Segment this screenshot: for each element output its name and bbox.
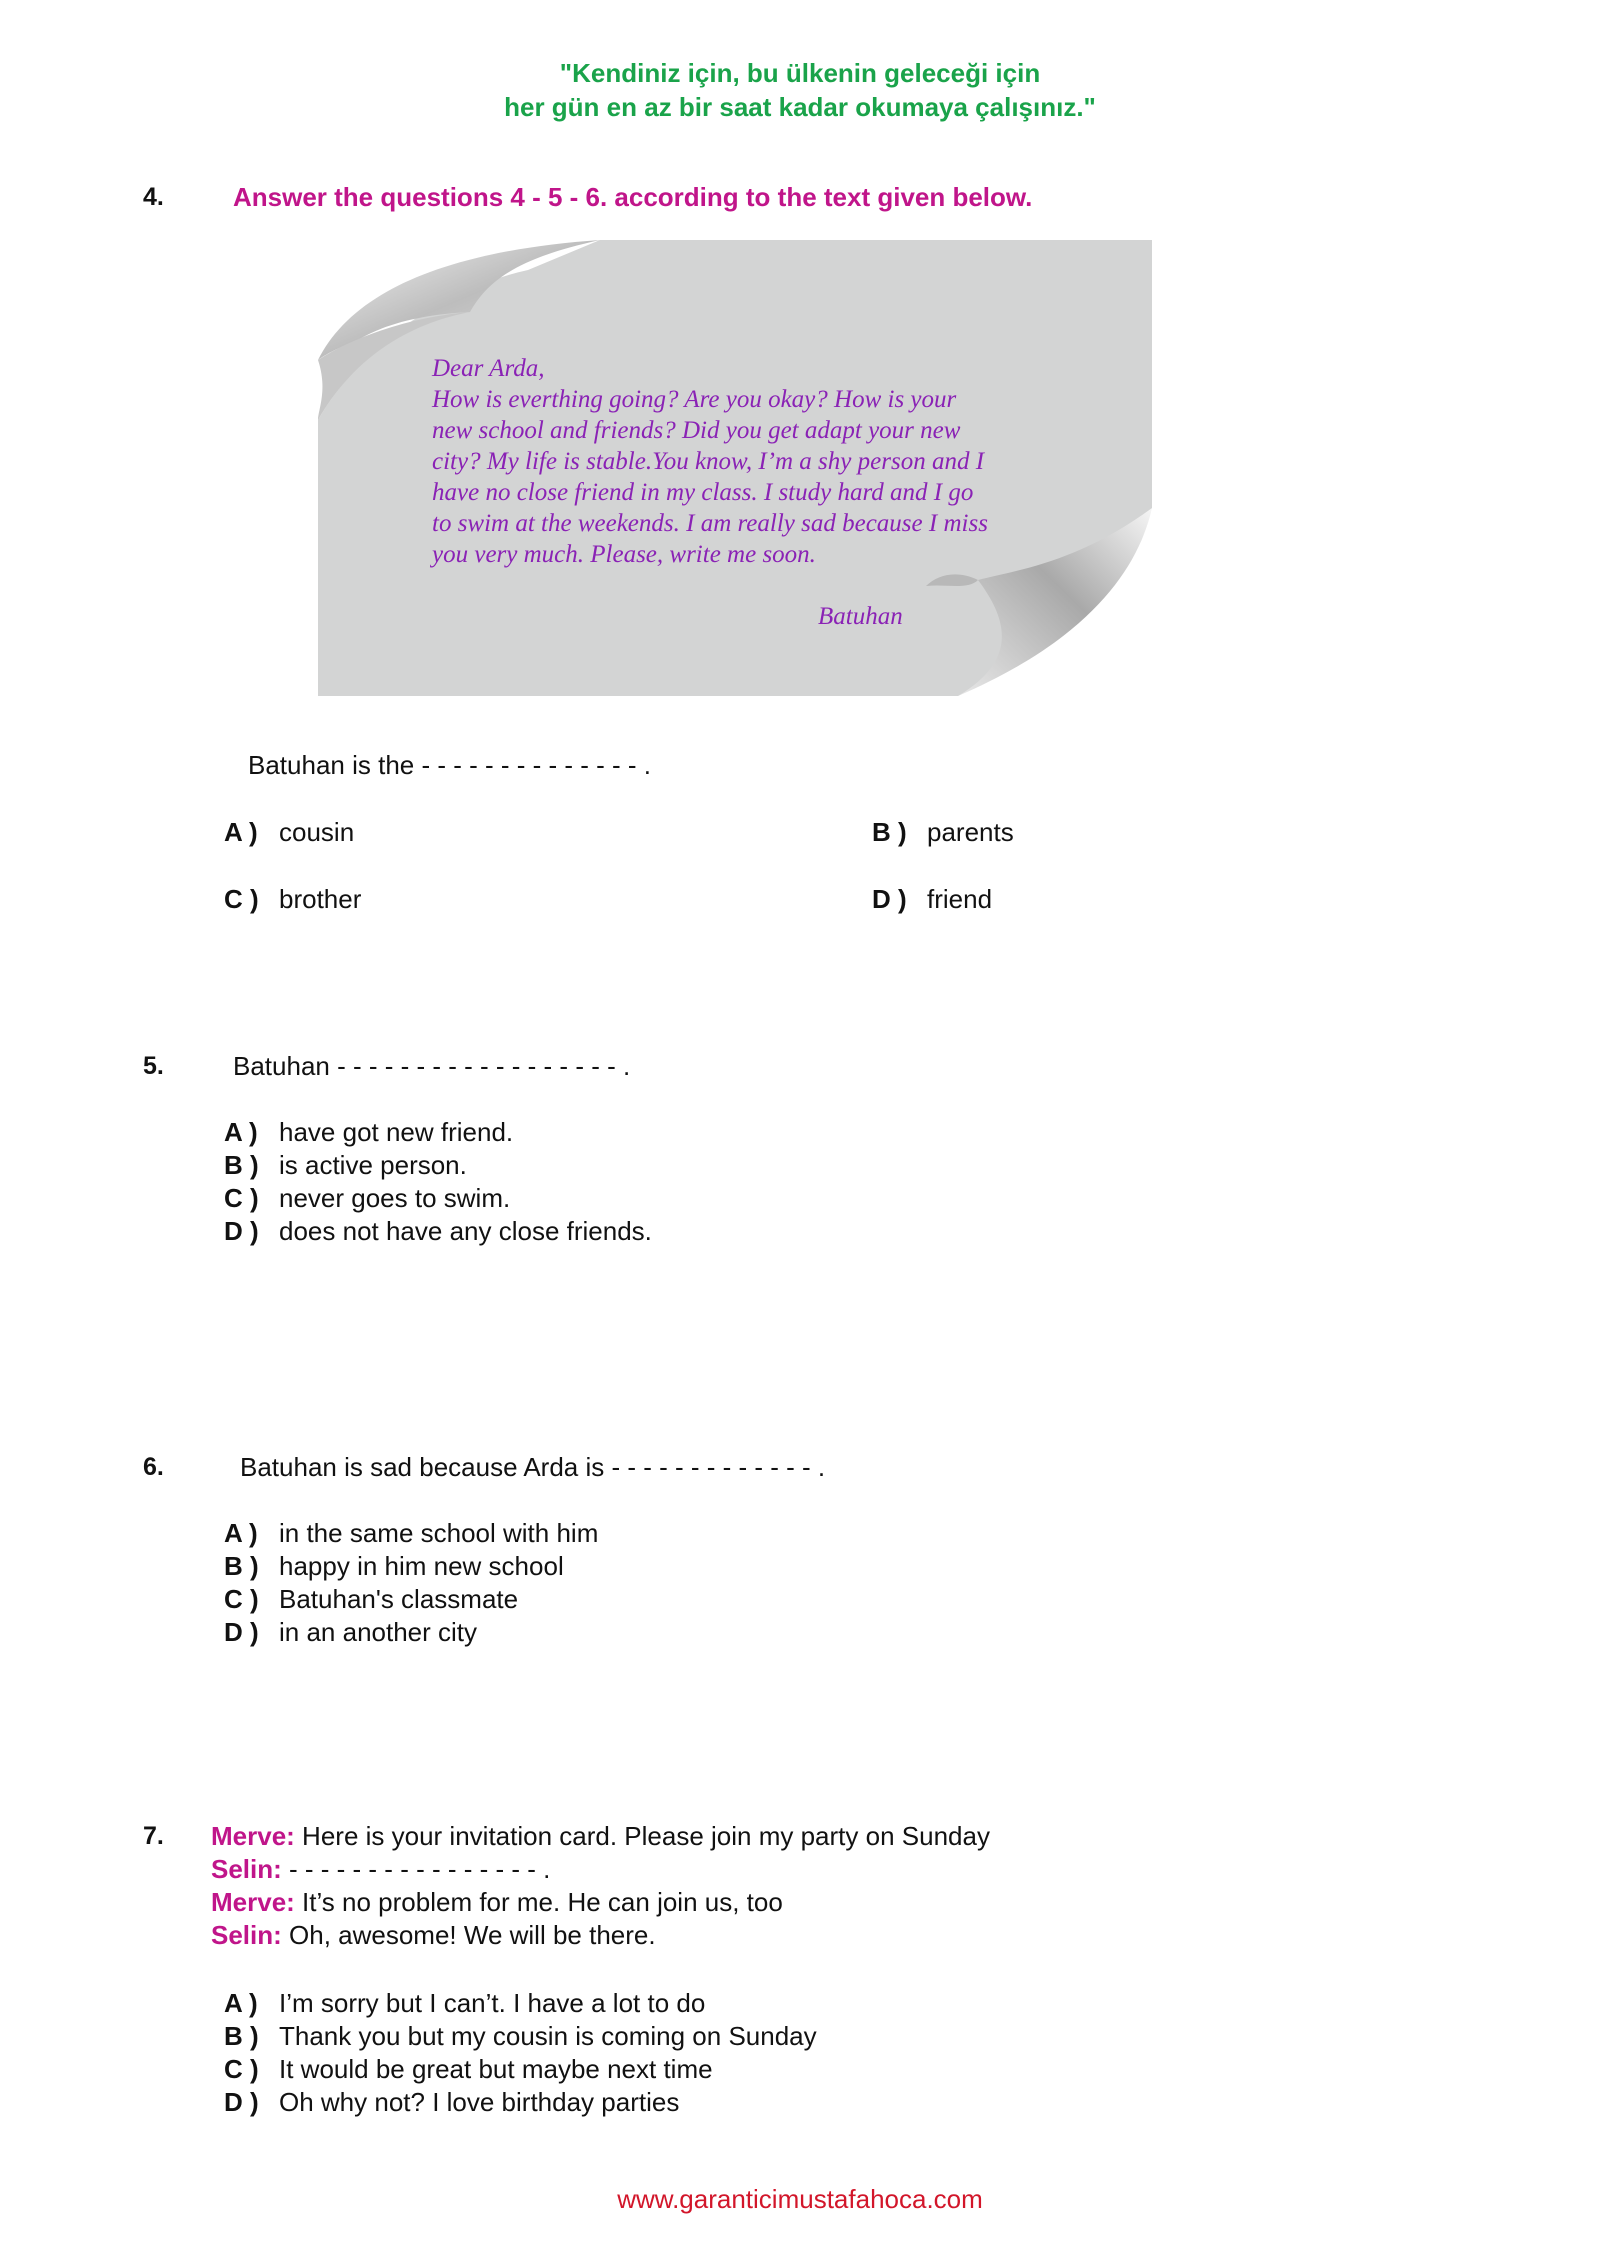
question-7-number: 7. [143,1822,164,1850]
letter-line: new school and friends? Did you get adapt your new [432,417,961,444]
option-letter: D ) [224,1216,259,1246]
question-7-option-a[interactable] [224,1987,817,2020]
option-letter: C ) [224,1584,259,1614]
option-text: in an another city [279,1617,478,1647]
dialogue-line [211,1853,990,1886]
option-text: is active person. [279,1150,467,1180]
dialogue-text: Oh, awesome! We will be there. [281,1920,656,1950]
question-7-option-b[interactable] [224,2020,817,2053]
option-text: does not have any close friends. [279,1216,652,1246]
speaker-name: Merve: [211,1887,295,1917]
option-letter: B ) [224,1150,259,1180]
question-5-option-b[interactable] [224,1149,652,1182]
dialogue-line [211,1919,990,1952]
question-4-option-b[interactable] [872,816,1014,849]
question-4-option-d[interactable] [872,883,992,916]
option-letter: B ) [872,817,907,847]
option-text: parents [927,817,1014,847]
question-4-instruction: Answer the questions 4 - 5 - 6. according to the text given below. [233,182,1033,212]
option-text: Batuhan's classmate [279,1584,519,1614]
option-letter: D ) [224,2087,259,2117]
letter-body [432,353,988,570]
dialogue-text: It’s no problem for me. He can join us, too [294,1887,783,1917]
question-6-option-d[interactable] [224,1616,598,1649]
option-letter: B ) [224,1551,259,1581]
option-text: Oh why not? I love birthday parties [279,2087,680,2117]
question-7-option-d[interactable] [224,2086,817,2119]
option-letter: B ) [224,2021,259,2051]
question-6-option-a[interactable] [224,1517,598,1550]
letter-line: have no close friend in my class. I study hard and I go [432,479,974,506]
header-quote [0,56,1600,124]
option-text: have got new friend. [279,1117,514,1147]
question-6-option-c[interactable] [224,1583,598,1616]
option-letter: A ) [224,1518,258,1548]
dialogue-line [211,1886,990,1919]
option-text: happy in him new school [279,1551,564,1581]
dialogue-text: - - - - - - - - - - - - - - - - . [281,1854,551,1884]
question-6-option-b[interactable] [224,1550,598,1583]
question-5-option-d[interactable] [224,1215,652,1248]
dialogue-line [211,1820,990,1853]
speaker-name: Selin: [211,1920,282,1950]
question-4-stem: Batuhan is the - - - - - - - - - - - - - - . [248,750,652,780]
question-7-option-c[interactable] [224,2053,817,2086]
question-5-option-a[interactable] [224,1116,652,1149]
letter-signature: Batuhan [818,603,903,630]
question-5-option-c[interactable] [224,1182,652,1215]
option-text: friend [927,884,993,914]
question-5-stem: Batuhan - - - - - - - - - - - - - - - - - - . [233,1051,631,1081]
option-text: in the same school with him [279,1518,599,1548]
option-text: It would be great but maybe next time [279,2054,713,2084]
question-6-number: 6. [143,1453,164,1481]
question-4-option-c[interactable] [224,883,361,916]
question-6-stem: Batuhan is sad because Arda is - - - - - - - - - - - - - . [240,1452,826,1482]
option-letter: C ) [224,2054,259,2084]
header-quote-line1: "Kendiniz için, bu ülkenin geleceği için [559,58,1041,88]
question-4-number: 4. [143,183,164,211]
option-text: never goes to swim. [279,1183,511,1213]
option-text: Thank you but my cousin is coming on Sunday [279,2021,817,2051]
option-text: I’m sorry but I can’t. I have a lot to do [279,1988,706,2018]
footer-url[interactable]: www.garanticimustafahoca.com [617,2184,983,2214]
question-5-options [224,1116,652,1248]
option-letter: A ) [224,1117,258,1147]
question-7-dialogue [211,1820,990,1952]
option-letter: D ) [224,1617,259,1647]
letter-greeting: Dear Arda, [432,355,545,382]
header-quote-line2: her gün en az bir saat kadar okumaya çalışınız." [504,92,1096,122]
speaker-name: Selin: [211,1854,282,1884]
question-5-number: 5. [143,1052,164,1080]
speaker-name: Merve: [211,1821,295,1851]
option-letter: A ) [224,817,258,847]
question-6-options [224,1517,598,1649]
option-letter: C ) [224,884,259,914]
option-text: cousin [279,817,355,847]
letter-line: How is everthing going? Are you okay? How is your [432,386,957,413]
option-letter: C ) [224,1183,259,1213]
option-text: brother [279,884,362,914]
letter-line: to swim at the weekends. I am really sad because I miss [432,510,988,537]
dialogue-text: Here is your invitation card. Please join my party on Sunday [294,1821,990,1851]
letter-line: city? My life is stable.You know, I’m a shy person and I [432,448,985,475]
option-letter: D ) [872,884,907,914]
question-4-option-a[interactable] [224,816,354,849]
letter-line: you very much. Please, write me soon. [432,541,816,568]
option-letter: A ) [224,1988,258,2018]
question-7-options [224,1987,817,2119]
